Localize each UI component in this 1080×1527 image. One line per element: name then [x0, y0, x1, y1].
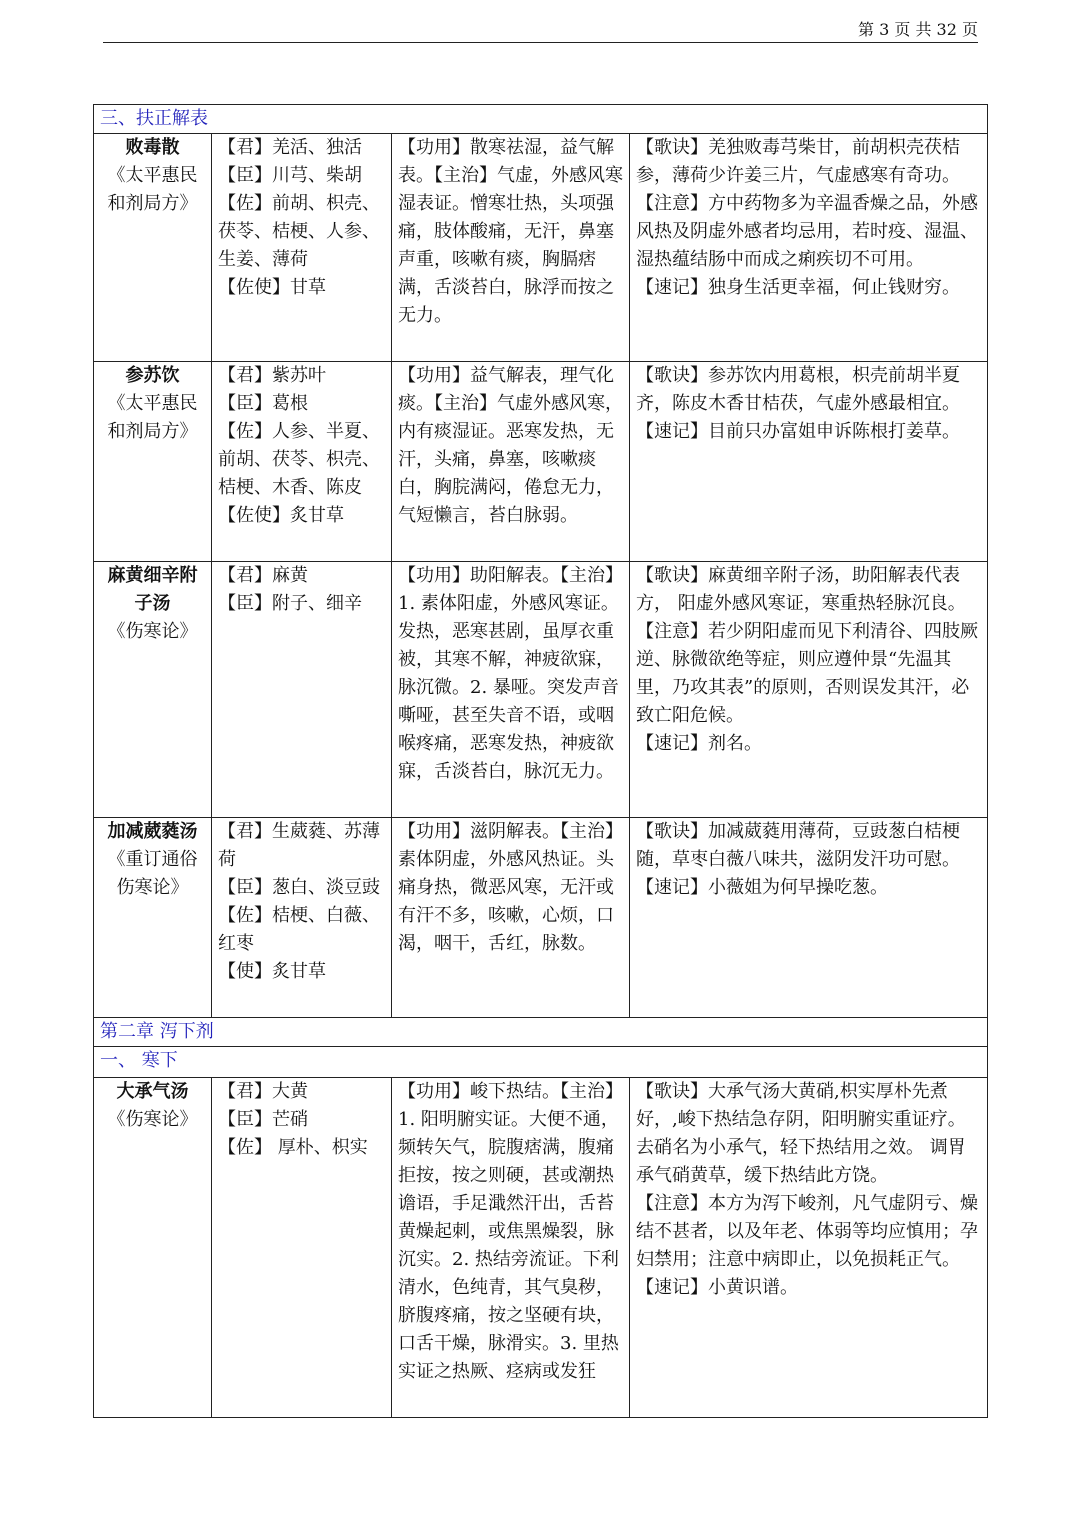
- indications-cell: 【功用】助阳解表。【主治】1. 素体阳虚，外感风寒证。发热，恶寒甚剧，虽厚衣重被，其寒不解，神疲欲寐，脉沉微。2. 暴哑。突发声音嘶哑，甚至失音不语，或咽喉疼痛，恶寒发热，神疲欲寐，舌淡苔白，脉沉无力。: [392, 562, 630, 818]
- indications-cell: 【功用】益气解表，理气化痰。【主治】气虚外感风寒，内有痰湿证。恶寒发热，无汗，头痛，鼻塞，咳嗽痰白，胸脘满闷，倦怠无力，气短懒言，苔白脉弱。: [392, 362, 630, 562]
- page-header: [103, 18, 978, 43]
- quick-memory: 【速记】小黄识谱。: [636, 1277, 798, 1298]
- composition-line: 【佐使】甘草: [218, 277, 326, 298]
- formula-row: [94, 1078, 988, 1418]
- formula-row: [94, 362, 988, 562]
- indications-cell: 【功用】滋阴解表。【主治】素体阴虚，外感风热证。头痛身热，微恶风寒，无汗或有汗不多，咳嗽，心烦，口渴，咽干，舌红，脉数。: [392, 818, 630, 1018]
- composition-line: 【佐】桔梗、白薇、红枣: [218, 905, 380, 954]
- section-row: [94, 1047, 988, 1078]
- formula-name: 参苏饮: [125, 365, 180, 386]
- section-row: [94, 105, 988, 134]
- mnemonic-verse: 【歌诀】加减葳蕤用薄荷，豆豉葱白桔梗随，草枣白薇八味共，滋阴发汗功可慰。: [636, 821, 960, 870]
- composition-line: 【佐】 厚朴、枳实: [218, 1137, 368, 1158]
- quick-memory: 【速记】剂名。: [636, 733, 762, 754]
- caution-note: 【注意】若少阴阳虚而见下利清谷、四肢厥逆、脉微欲绝等症，则应遵仲景“先温其里，乃攻其表”的原则，否则误发其汗，必致亡阳危候。: [636, 621, 978, 726]
- section-title: 一、 寒下: [94, 1047, 988, 1078]
- caution-note: 【注意】本方为泻下峻剂，凡气虚阴亏、燥结不甚者，以及年老、体弱等均应慎用；孕妇禁用；注意中病即止，以免损耗正气。: [636, 1193, 978, 1270]
- indications-cell: 【功用】散寒祛湿，益气解表。【主治】气虚，外感风寒湿表证。憎寒壮热，头项强痛，肢体酸痛，无汗，鼻塞声重，咳嗽有痰，胸膈痞满，舌淡苔白，脉浮而按之无力。: [392, 134, 630, 362]
- composition-line: 【君】紫苏叶: [218, 365, 326, 386]
- formula-name-cell: [94, 362, 212, 562]
- composition-cell: [212, 134, 392, 362]
- quick-memory: 【速记】独身生活更幸福，何止钱财穷。: [636, 277, 960, 298]
- formula-name-cell: [94, 818, 212, 1018]
- indications-cell: 【功用】峻下热结。【主治】1. 阳明腑实证。大便不通，频转矢气，脘腹痞满，腹痛拒按，按之则硬，甚或潮热谵语，手足濈然汗出，舌苔黄燥起刺，或焦黑燥裂，脉沉实。2. 热结旁流证。下利清水，色纯青，其气臭秽，脐腹疼痛，按之坚硬有块，口舌干燥，脉滑实。3. 里热实证之热厥、痉病或发狂: [392, 1078, 630, 1418]
- formula-source: 《重订通俗伤寒论》: [107, 849, 198, 898]
- formula-row: [94, 562, 988, 818]
- composition-line: 【臣】附子、细辛: [218, 593, 362, 614]
- page-number: 第 3 页 共 32 页: [858, 20, 978, 39]
- composition-line: 【佐使】炙甘草: [218, 505, 344, 526]
- formula-source: 《伤寒论》: [107, 621, 198, 642]
- mnemonic-verse: 【歌诀】参苏饮内用葛根，枳壳前胡半夏齐，陈皮木香甘桔茯，气虚外感最相宜。: [636, 365, 960, 414]
- chapter-title: 第二章 泻下剂: [94, 1018, 988, 1047]
- composition-line: 【臣】芒硝: [218, 1109, 308, 1130]
- section-title: 三、扶正解表: [94, 105, 988, 134]
- mnemonic-verse: 【歌诀】羌独败毒芎柴甘，前胡枳壳茯桔参，薄荷少许姜三片，气虚感寒有奇功。: [636, 137, 960, 186]
- chapter-row: [94, 1018, 988, 1047]
- composition-line: 【臣】葱白、淡豆豉: [218, 877, 380, 898]
- formula-row: [94, 134, 988, 362]
- quick-memory: 【速记】小薇姐为何早操吃葱。: [636, 877, 888, 898]
- composition-line: 【君】麻黄: [218, 565, 308, 586]
- formula-name-cell: [94, 562, 212, 818]
- composition-line: 【使】炙甘草: [218, 961, 326, 982]
- formula-source: 《太平惠民和剂局方》: [107, 165, 198, 214]
- composition-cell: [212, 562, 392, 818]
- composition-line: 【臣】葛根: [218, 393, 308, 414]
- composition-line: 【佐】前胡、枳壳、茯苓、桔梗、人参、生姜、薄荷: [218, 193, 380, 270]
- composition-cell: [212, 362, 392, 562]
- formula-name: 败毒散: [125, 137, 180, 158]
- formula-table: [93, 104, 988, 1418]
- formula-source: 《伤寒论》: [107, 1109, 198, 1130]
- notes-cell: [630, 562, 988, 818]
- notes-cell: [630, 362, 988, 562]
- notes-cell: [630, 818, 988, 1018]
- formula-name-cell: [94, 1078, 212, 1418]
- composition-line: 【君】羌活、独活: [218, 137, 362, 158]
- composition-cell: [212, 818, 392, 1018]
- composition-line: 【君】大黄: [218, 1081, 308, 1102]
- mnemonic-verse: 【歌诀】大承气汤大黄硝,枳实厚朴先煮好，,峻下热结急存阴，阳明腑实重证疗。去硝名为小承气，轻下热结用之效。 调胃承气硝黄草，缓下热结此方饶。: [636, 1081, 966, 1186]
- formula-row: [94, 818, 988, 1018]
- notes-cell: [630, 134, 988, 362]
- formula-name: 麻黄细辛附子汤: [107, 565, 198, 614]
- formula-name: 加减葳蕤汤: [107, 821, 198, 842]
- composition-line: 【君】生葳蕤、苏薄荷: [218, 821, 380, 870]
- mnemonic-verse: 【歌诀】麻黄细辛附子汤，助阳解表代表方， 阳虚外感风寒证，寒重热轻脉沉良。: [636, 565, 966, 614]
- formula-source: 《太平惠民和剂局方》: [107, 393, 198, 442]
- notes-cell: [630, 1078, 988, 1418]
- formula-name: 大承气汤: [116, 1081, 189, 1102]
- formula-name-cell: [94, 134, 212, 362]
- composition-cell: [212, 1078, 392, 1418]
- caution-note: 【注意】方中药物多为辛温香燥之品，外感风热及阴虚外感者均忌用，若时疫、湿温、湿热蕴结肠中而成之痢疾切不可用。: [636, 193, 978, 270]
- composition-line: 【臣】川芎、柴胡: [218, 165, 362, 186]
- quick-memory: 【速记】目前只办富姐申诉陈根打姜草。: [636, 421, 960, 442]
- composition-line: 【佐】人参、半夏、前胡、茯苓、枳壳、桔梗、木香、陈皮: [218, 421, 380, 498]
